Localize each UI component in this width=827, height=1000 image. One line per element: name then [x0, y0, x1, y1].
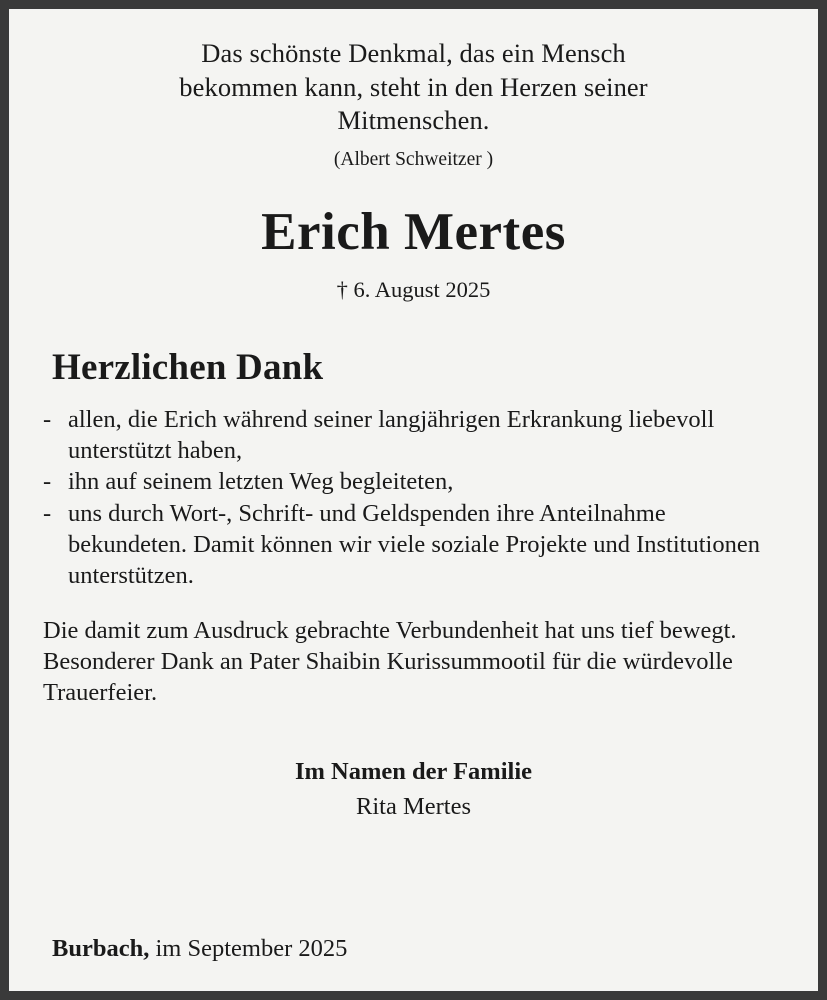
quote-text: Das schönste Denkmal, das ein Mensch bekommen kann, steht in den Herzen seiner Mitmenschen. [179, 38, 648, 136]
death-date: † 6. August 2025 [336, 276, 491, 302]
family-signature-line: Im Namen der Familie [294, 757, 533, 785]
closing-paragraphs [43, 615, 784, 709]
bullet-dash: - [43, 405, 52, 433]
quote-author: (Albert Schweitzer ) [333, 148, 494, 170]
place-name: Burbach, [52, 935, 150, 962]
deceased-name: Erich Mertes [261, 202, 566, 261]
thanks-bullet-list [43, 404, 784, 592]
place-date-line [52, 935, 347, 963]
list-item-text: uns durch Wort-, Schrift- und Geldspenden ihre Anteilnahme bekundeten. Damit können wir viele soziale Projekte und Institutionen unterstützen. [68, 499, 760, 590]
list-item [43, 466, 784, 497]
list-item [43, 498, 784, 592]
bullet-dash: - [43, 468, 52, 496]
thanks-heading: Herzlichen Dank [52, 346, 324, 388]
list-item [43, 404, 784, 467]
date-text: im September 2025 [155, 935, 348, 962]
bullet-dash: - [43, 499, 52, 527]
paragraph-special-thanks: Besonderer Dank an Pater Shaibin Kurissummootil für die würdevolle Trauerfeier. [43, 648, 733, 707]
list-item-text: allen, die Erich während seiner langjährigen Erkrankung liebevoll unterstützt haben, [68, 405, 715, 464]
list-item-text: ihn auf seinem letzten Weg begleiteten, [68, 468, 454, 496]
paragraph-gratitude: Die damit zum Ausdruck gebrachte Verbundenheit hat uns tief bewegt. [43, 616, 737, 644]
family-member-name: Rita Mertes [356, 792, 471, 820]
